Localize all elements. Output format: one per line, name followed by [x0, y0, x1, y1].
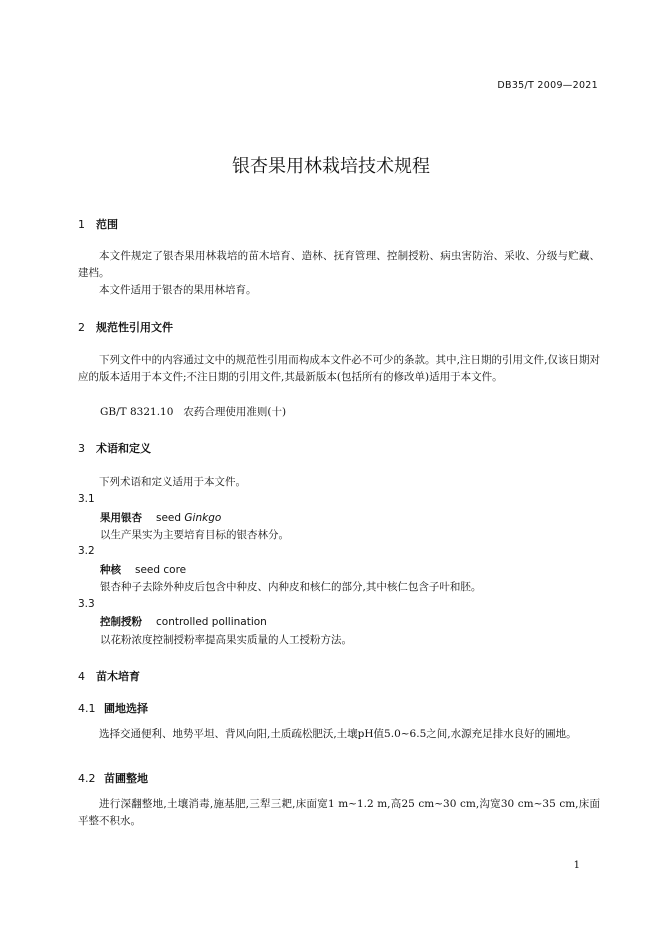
normative-reference — [100, 404, 286, 419]
term-chinese: 种核 — [100, 564, 121, 576]
section-2-paragraph-1: 下列文件中的内容通过文中的规范性引用而构成本文件必不可少的条款。其中,注日期的引用文件,仅该日期对应的版本适用于本文件;不注日期的引用文件,其最新版本(包括所有的修改单)适用于本文件。 — [78, 354, 600, 383]
term-number: 3.2 — [78, 545, 95, 557]
section-3-heading — [78, 440, 151, 456]
section-title: 规范性引用文件 — [96, 321, 173, 334]
section-number: 3 — [78, 442, 85, 455]
subsection-4-1-heading — [78, 700, 148, 716]
term-number: 3.1 — [78, 493, 95, 505]
page-number: 1 — [573, 860, 580, 871]
document-code: DB35/T 2009—2021 — [497, 80, 598, 91]
section-number: 1 — [78, 218, 85, 231]
term-chinese: 果用银杏 — [100, 512, 142, 524]
section-title: 范围 — [96, 218, 118, 231]
section-4-heading — [78, 668, 140, 684]
reference-code: GB/T 8321.10 — [100, 406, 174, 418]
section-1-heading — [78, 216, 118, 232]
term-entry — [100, 614, 267, 629]
term-english: controlled pollination — [156, 616, 267, 628]
subsection-4-1-paragraph: 选择交通便利、地势平坦、背风向阳,土质疏松肥沃,土壤pH值5.0~6.5之间,水源充足排水良好的圃地。 — [99, 728, 577, 740]
document-title: 银杏果用林栽培技术规程 — [232, 156, 430, 177]
term-english: seed core — [135, 564, 187, 576]
term-english: seed — [156, 512, 182, 524]
section-title: 术语和定义 — [96, 442, 151, 455]
term-number: 3.3 — [78, 598, 95, 610]
subsection-number: 4.1 — [78, 702, 96, 715]
section-2-heading — [78, 319, 173, 335]
term-entry — [100, 562, 186, 577]
term-entry — [100, 510, 221, 525]
subsection-4-2-paragraph: 进行深翻整地,土壤消毒,施基肥,三犁三耙,床面宽1 m~1.2 m,高25 cm~30 cm,沟宽30 cm~35 cm,床面平整不积水。 — [78, 798, 600, 827]
subsection-title: 苗圃整地 — [104, 772, 148, 785]
term-english-italic: Ginkgo — [184, 512, 222, 524]
section-1-paragraph-1: 本文件规定了银杏果用林栽培的苗木培育、造林、抚育管理、控制授粉、病虫害防治、采收、分级与贮藏、建档。 — [78, 250, 600, 279]
reference-title: 农药合理使用准则(十) — [183, 406, 287, 418]
term-definition: 以花粉浓度控制授粉率提高果实质量的人工授粉方法。 — [100, 634, 352, 646]
section-3-paragraph-1: 下列术语和定义适用于本文件。 — [99, 476, 246, 488]
subsection-4-2-heading — [78, 770, 148, 786]
term-definition: 银杏种子去除外种皮后包含中种皮、内种皮和核仁的部分,其中核仁包含子叶和胚。 — [100, 581, 482, 593]
section-number: 2 — [78, 321, 85, 334]
subsection-title: 圃地选择 — [104, 702, 148, 715]
subsection-number: 4.2 — [78, 772, 96, 785]
term-definition: 以生产果实为主要培育目标的银杏林分。 — [100, 529, 289, 541]
term-chinese: 控制授粉 — [100, 616, 142, 628]
section-1-paragraph-2: 本文件适用于银杏的果用林培育。 — [99, 284, 257, 296]
section-title: 苗木培育 — [96, 670, 140, 683]
section-number: 4 — [78, 670, 85, 683]
